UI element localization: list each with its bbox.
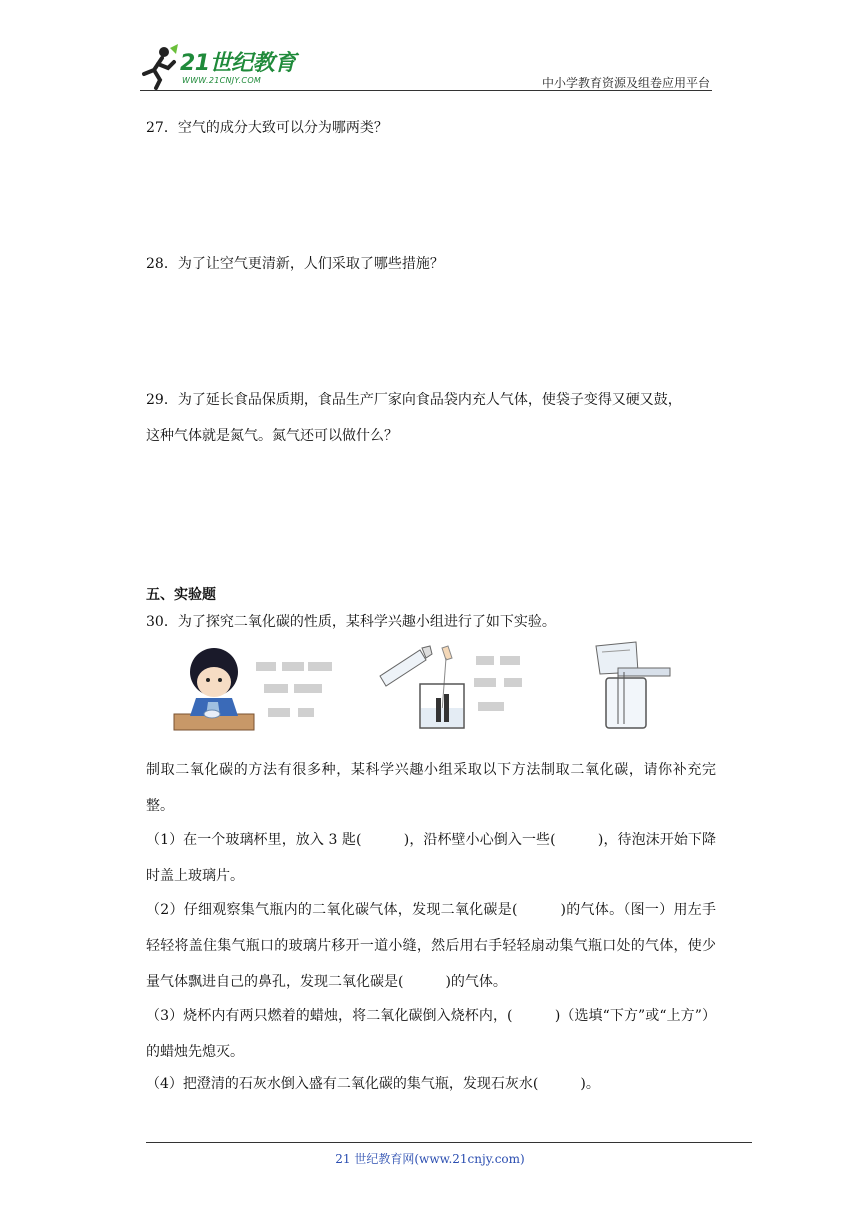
question-30-part3: （3）烧杯内有两只燃着的蜡烛，将二氧化碳倒入烧杯内，( )（选填“下方”或“上方”）的蜡烛先熄灭。 (146, 1008, 716, 1060)
question-30-stem: 30．为了探究二氧化碳的性质，某科学兴趣小组进行了如下实验。 (146, 614, 556, 630)
pouring-acid-illustration (372, 642, 472, 736)
faded-text-illustration (250, 656, 338, 726)
faded-text-illustration-2 (466, 650, 558, 728)
student-experiment-illustration (168, 642, 258, 734)
question-30-part2: （2）仔细观察集气瓶内的二氧化碳气体，发现二氧化碳是( )的气体。（图一）用左手轻轻将盖住集气瓶口的玻璃片移开一道小缝，然后用右手轻轻扇动集气瓶口处的气体，使少量气体飘进自己的鼻孔，发现二氧化碳是( )的气体。 (146, 902, 716, 990)
footer-divider (146, 1142, 752, 1143)
platform-title: 中小学教育资源及组卷应用平台 (541, 76, 710, 90)
question-30-part4: （4）把澄清的石灰水倒入盛有二氧化碳的集气瓶，发现石灰水( )。 (146, 1076, 600, 1092)
logo-url: WWW.21CNJY.COM (182, 76, 262, 85)
question-27: 27．空气的成分大致可以分为哪两类？ (146, 120, 388, 136)
question-29-line2: 这种气体就是氮气。氮气还可以做什么？ (146, 428, 398, 444)
gas-jar-illustration (582, 638, 682, 736)
question-30-part1: （1）在一个玻璃杯里，放入 3 匙( )，沿杯壁小心倒入一些( )，待泡沫开始下降时盖上玻璃片。 (146, 832, 716, 884)
header-divider (140, 90, 712, 91)
section-title: 五、实验题 (146, 587, 216, 603)
question-28: 28．为了让空气更清新，人们采取了哪些措施？ (146, 256, 444, 272)
footer-link[interactable]: 21 世纪教育网(www.21cnjy.com) (335, 1152, 525, 1166)
logo (140, 44, 320, 92)
logo-text: 21世纪教育 (180, 51, 296, 76)
question-29-line1: 29．为了延长食品保质期，食品生产厂家向食品袋内充人气体，使袋子变得又硬又鼓， (146, 392, 682, 408)
runner-logo-icon (140, 44, 180, 90)
question-30-intro: 制取二氧化碳的方法有很多种，某科学兴趣小组采取以下方法制取二氧化碳，请你补充完整。 (146, 762, 716, 814)
